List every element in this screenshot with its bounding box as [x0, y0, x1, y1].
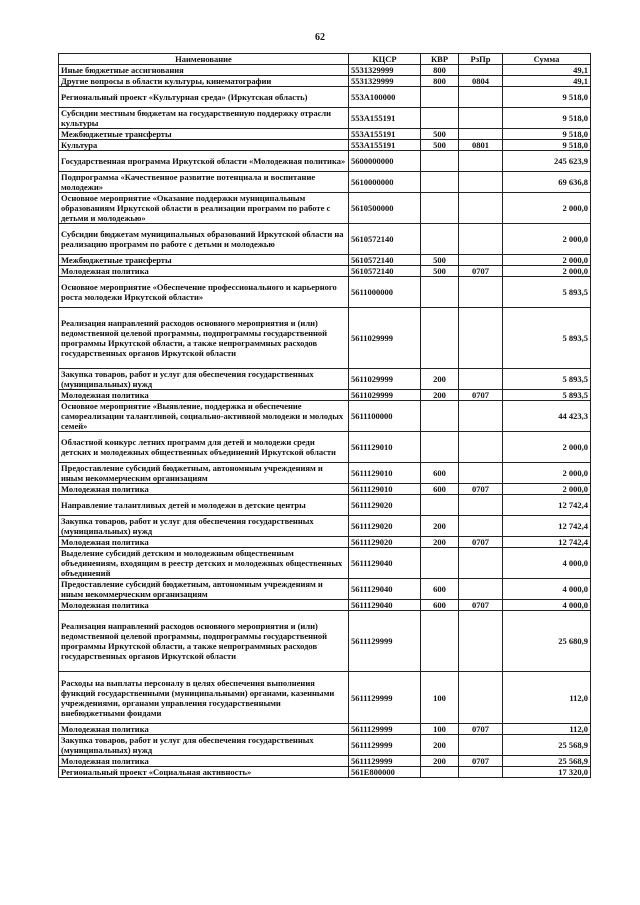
- cell-kvr: 500: [421, 255, 459, 266]
- cell-kcsr: 5610572140: [349, 266, 421, 277]
- cell-name: Реализация направлений расходов основного мероприятия и (или) ведомственной целевой программы, подпрограммы государственной программы Иркутской области, а также непрограммных расходов государственных органов Иркутской области: [59, 308, 349, 369]
- cell-rzpr: [459, 308, 503, 369]
- cell-name: Молодежная политика: [59, 756, 349, 767]
- cell-name: Расходы на выплаты персоналу в целях обеспечения выполнения функций государственными (муниципальными) органами, казенными учреждениями, органами управления государственными внебюджетными фондами: [59, 672, 349, 724]
- cell-rzpr: [459, 255, 503, 266]
- cell-rzpr: [459, 172, 503, 193]
- cell-name: Молодежная политика: [59, 484, 349, 495]
- table-row: [59, 600, 591, 611]
- cell-sum: 5 893,5: [503, 390, 591, 401]
- table-row: [59, 172, 591, 193]
- cell-sum: 9 518,0: [503, 129, 591, 140]
- table-row: [59, 463, 591, 484]
- cell-rzpr: 0707: [459, 600, 503, 611]
- cell-kvr: [421, 548, 459, 579]
- cell-kvr: 800: [421, 65, 459, 76]
- cell-kvr: [421, 108, 459, 129]
- table-row: [59, 193, 591, 224]
- cell-kvr: [421, 87, 459, 108]
- cell-name: Иные бюджетные ассигнования: [59, 65, 349, 76]
- table-row: [59, 611, 591, 672]
- table-row: [59, 277, 591, 308]
- cell-rzpr: [459, 432, 503, 463]
- cell-name: Региональный проект «Культурная среда» (Иркутская область): [59, 87, 349, 108]
- table-row: [59, 735, 591, 756]
- cell-sum: 5 893,5: [503, 369, 591, 390]
- cell-kcsr: 553A155191: [349, 108, 421, 129]
- cell-sum: 12 742,4: [503, 537, 591, 548]
- cell-name: Закупка товаров, работ и услуг для обеспечения государственных (муниципальных) нужд: [59, 735, 349, 756]
- cell-kcsr: 5610572140: [349, 224, 421, 255]
- cell-kvr: 200: [421, 537, 459, 548]
- cell-rzpr: [459, 611, 503, 672]
- table-row: [59, 308, 591, 369]
- cell-kcsr: 5610500000: [349, 193, 421, 224]
- column-header-sum: Сумма: [503, 54, 591, 65]
- cell-kvr: [421, 193, 459, 224]
- cell-name: Молодежная политика: [59, 537, 349, 548]
- cell-kcsr: 5611129010: [349, 432, 421, 463]
- cell-rzpr: [459, 548, 503, 579]
- cell-kcsr: 5611100000: [349, 401, 421, 432]
- cell-kcsr: 5531329999: [349, 65, 421, 76]
- cell-kvr: 100: [421, 672, 459, 724]
- cell-kvr: 600: [421, 484, 459, 495]
- table-row: [59, 266, 591, 277]
- column-header-kcsr: КЦСР: [349, 54, 421, 65]
- cell-sum: 112,0: [503, 672, 591, 724]
- table-row: [59, 65, 591, 76]
- cell-name: Региональный проект «Социальная активность»: [59, 767, 349, 778]
- page-number: 62: [315, 32, 325, 43]
- cell-rzpr: [459, 277, 503, 308]
- cell-sum: 9 518,0: [503, 108, 591, 129]
- cell-name: Молодежная политика: [59, 600, 349, 611]
- table-row: [59, 401, 591, 432]
- cell-kvr: 200: [421, 756, 459, 767]
- cell-sum: 2 000,0: [503, 463, 591, 484]
- cell-sum: 49,1: [503, 76, 591, 87]
- cell-rzpr: [459, 516, 503, 537]
- cell-sum: 44 423,3: [503, 401, 591, 432]
- cell-kcsr: 553A100000: [349, 87, 421, 108]
- cell-sum: 4 000,0: [503, 579, 591, 600]
- cell-kvr: [421, 611, 459, 672]
- cell-kvr: [421, 151, 459, 172]
- column-header-rzpr: РзПр: [459, 54, 503, 65]
- cell-sum: 9 518,0: [503, 87, 591, 108]
- cell-kcsr: 553A155191: [349, 140, 421, 151]
- table-row: [59, 516, 591, 537]
- cell-name: Основное мероприятие «Обеспечение профессионального и карьерного роста молодежи Иркутской области»: [59, 277, 349, 308]
- cell-rzpr: 0707: [459, 390, 503, 401]
- cell-name: Молодежная политика: [59, 390, 349, 401]
- cell-rzpr: [459, 579, 503, 600]
- cell-kcsr: 5611129040: [349, 579, 421, 600]
- cell-kcsr: 553A155191: [349, 129, 421, 140]
- cell-sum: 245 623,9: [503, 151, 591, 172]
- cell-sum: 2 000,0: [503, 484, 591, 495]
- table-row: [59, 756, 591, 767]
- cell-rzpr: [459, 767, 503, 778]
- cell-kcsr: 5611129999: [349, 756, 421, 767]
- table-row: [59, 484, 591, 495]
- table-row: [59, 108, 591, 129]
- table-row: [59, 390, 591, 401]
- cell-name: Субсидии бюджетам муниципальных образований Иркутской области на реализацию программ по работе с детьми и молодежью: [59, 224, 349, 255]
- cell-kvr: [421, 495, 459, 516]
- cell-name: Выделение субсидий детским и молодежным общественным объединениям, входящим в реестр детских и молодежных общественных объединений: [59, 548, 349, 579]
- table-row: [59, 579, 591, 600]
- cell-sum: 2 000,0: [503, 432, 591, 463]
- cell-name: Подпрограмма «Качественное развитие потенциала и воспитание молодежи»: [59, 172, 349, 193]
- table-row: [59, 537, 591, 548]
- cell-sum: 12 742,4: [503, 516, 591, 537]
- cell-sum: 4 000,0: [503, 600, 591, 611]
- cell-kvr: 500: [421, 266, 459, 277]
- cell-rzpr: [459, 151, 503, 172]
- cell-rzpr: [459, 735, 503, 756]
- cell-kvr: [421, 172, 459, 193]
- table-row: [59, 369, 591, 390]
- cell-name: Культура: [59, 140, 349, 151]
- cell-kvr: 200: [421, 390, 459, 401]
- cell-kcsr: 5611029999: [349, 390, 421, 401]
- cell-kvr: 600: [421, 579, 459, 600]
- cell-sum: 25 568,9: [503, 756, 591, 767]
- cell-kvr: [421, 767, 459, 778]
- cell-sum: 49,1: [503, 65, 591, 76]
- cell-rzpr: [459, 87, 503, 108]
- cell-kvr: 500: [421, 140, 459, 151]
- cell-rzpr: [459, 495, 503, 516]
- cell-kvr: 200: [421, 516, 459, 537]
- cell-kvr: 600: [421, 463, 459, 484]
- cell-name: Межбюджетные трансферты: [59, 129, 349, 140]
- cell-kcsr: 5611129999: [349, 735, 421, 756]
- cell-name: Предоставление субсидий бюджетным, автономным учреждениям и иным некоммерческим организациям: [59, 463, 349, 484]
- cell-kvr: 600: [421, 600, 459, 611]
- cell-rzpr: [459, 672, 503, 724]
- table-row: [59, 140, 591, 151]
- cell-kcsr: 5611129010: [349, 463, 421, 484]
- cell-sum: 2 000,0: [503, 266, 591, 277]
- cell-rzpr: [459, 65, 503, 76]
- cell-kvr: [421, 432, 459, 463]
- table-row: [59, 76, 591, 87]
- cell-rzpr: [459, 108, 503, 129]
- cell-kcsr: 5610572140: [349, 255, 421, 266]
- cell-sum: 5 893,5: [503, 308, 591, 369]
- cell-name: Основное мероприятие «Оказание поддержки муниципальным образованиям Иркутской области в реализации программ по работе с детьми и молодежью»: [59, 193, 349, 224]
- cell-name: Предоставление субсидий бюджетным, автономным учреждениям и иным некоммерческим организациям: [59, 579, 349, 600]
- cell-sum: 2 000,0: [503, 193, 591, 224]
- cell-sum: 5 893,5: [503, 277, 591, 308]
- cell-rzpr: [459, 224, 503, 255]
- table-row: [59, 432, 591, 463]
- cell-kvr: 100: [421, 724, 459, 735]
- cell-rzpr: [459, 463, 503, 484]
- cell-name: Молодежная политика: [59, 266, 349, 277]
- cell-name: Закупка товаров, работ и услуг для обеспечения государственных (муниципальных) нужд: [59, 369, 349, 390]
- cell-kcsr: 5610000000: [349, 172, 421, 193]
- cell-rzpr: 0707: [459, 724, 503, 735]
- table-row: [59, 724, 591, 735]
- column-header-kvr: КВР: [421, 54, 459, 65]
- table-row: [59, 129, 591, 140]
- cell-kvr: [421, 224, 459, 255]
- table-row: [59, 767, 591, 778]
- cell-kcsr: 5611129020: [349, 516, 421, 537]
- table-row: [59, 255, 591, 266]
- table-row: [59, 151, 591, 172]
- cell-sum: 17 320,0: [503, 767, 591, 778]
- table-row: [59, 224, 591, 255]
- table-header-row: [59, 54, 591, 65]
- cell-kcsr: 5611129999: [349, 724, 421, 735]
- cell-kcsr: 5611129999: [349, 611, 421, 672]
- cell-name: Направление талантливых детей и молодежи в детские центры: [59, 495, 349, 516]
- cell-name: Государственная программа Иркутской области «Молодежная политика»: [59, 151, 349, 172]
- cell-name: Молодежная политика: [59, 724, 349, 735]
- cell-name: Межбюджетные трансферты: [59, 255, 349, 266]
- table-row: [59, 87, 591, 108]
- budget-table: [58, 53, 591, 778]
- cell-kcsr: 5531329999: [349, 76, 421, 87]
- table-row: [59, 495, 591, 516]
- cell-rzpr: 0801: [459, 140, 503, 151]
- cell-kvr: [421, 277, 459, 308]
- cell-kvr: [421, 401, 459, 432]
- cell-kvr: 800: [421, 76, 459, 87]
- cell-kvr: 200: [421, 735, 459, 756]
- cell-rzpr: [459, 369, 503, 390]
- cell-rzpr: 0804: [459, 76, 503, 87]
- cell-name: Реализация направлений расходов основного мероприятия и (или) ведомственной целевой программы, подпрограммы государственной программы Иркутской области, а также непрограммных расходов государственных органов Иркутской области: [59, 611, 349, 672]
- cell-sum: 12 742,4: [503, 495, 591, 516]
- cell-kcsr: 5611029999: [349, 369, 421, 390]
- cell-name: Другие вопросы в области культуры, кинематографии: [59, 76, 349, 87]
- cell-rzpr: 0707: [459, 756, 503, 767]
- cell-sum: 2 000,0: [503, 224, 591, 255]
- cell-sum: 25 680,9: [503, 611, 591, 672]
- cell-name: Основное мероприятие «Выявление, поддержка и обеспечение самореализации талантливой, социально-активной молодежи и молодых семей»: [59, 401, 349, 432]
- cell-kcsr: 5600000000: [349, 151, 421, 172]
- cell-kcsr: 5611000000: [349, 277, 421, 308]
- cell-kcsr: 561E800000: [349, 767, 421, 778]
- cell-sum: 9 518,0: [503, 140, 591, 151]
- cell-kcsr: 5611129999: [349, 672, 421, 724]
- cell-sum: 2 000,0: [503, 255, 591, 266]
- cell-rzpr: [459, 401, 503, 432]
- cell-sum: 25 568,9: [503, 735, 591, 756]
- cell-kcsr: 5611129040: [349, 548, 421, 579]
- cell-rzpr: 0707: [459, 266, 503, 277]
- cell-kcsr: 5611129020: [349, 537, 421, 548]
- cell-rzpr: 0707: [459, 537, 503, 548]
- table-row: [59, 672, 591, 724]
- table-row: [59, 548, 591, 579]
- column-header-name: Наименование: [59, 54, 349, 65]
- cell-kcsr: 5611129010: [349, 484, 421, 495]
- cell-kcsr: 5611129040: [349, 600, 421, 611]
- cell-kvr: 500: [421, 129, 459, 140]
- cell-kvr: [421, 308, 459, 369]
- cell-name: Закупка товаров, работ и услуг для обеспечения государственных (муниципальных) нужд: [59, 516, 349, 537]
- cell-kcsr: 5611129020: [349, 495, 421, 516]
- cell-rzpr: 0707: [459, 484, 503, 495]
- cell-rzpr: [459, 193, 503, 224]
- cell-name: Субсидии местным бюджетам на государственную поддержку отрасли культуры: [59, 108, 349, 129]
- cell-name: Областной конкурс летних программ для детей и молодежи среди детских и молодежных общественных объединений Иркутской области: [59, 432, 349, 463]
- cell-sum: 112,0: [503, 724, 591, 735]
- cell-rzpr: [459, 129, 503, 140]
- cell-kcsr: 5611029999: [349, 308, 421, 369]
- cell-sum: 4 000,0: [503, 548, 591, 579]
- cell-sum: 69 636,8: [503, 172, 591, 193]
- cell-kvr: 200: [421, 369, 459, 390]
